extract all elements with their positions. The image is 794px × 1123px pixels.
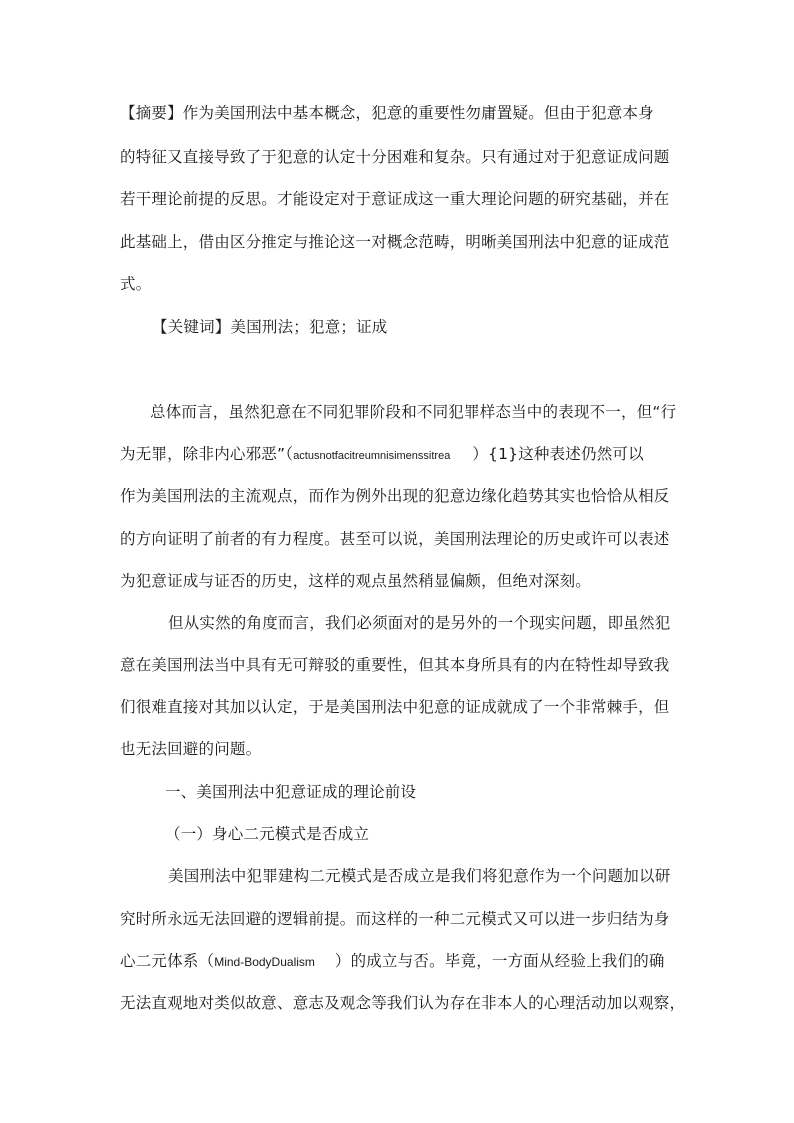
subsection-heading: （一）身心二元模式是否成立: [165, 825, 370, 843]
latin-maxim: actusnotfacitreumnisimenssitrea: [293, 450, 451, 462]
paragraph-1-line-2-pre: 为无罪，除非内心邪恶”（: [120, 445, 294, 463]
paragraph-2-line-3: 们很难直接对其加以认定，于是美国刑法中犯意的证成就成了一个非常棘手，但: [120, 698, 670, 716]
keywords: 【关键词】美国刑法；犯意；证成: [152, 318, 388, 336]
abstract-line-1: 【摘要】作为美国刑法中基本概念，犯意的重要性勿庸置疑。但由于犯意本身: [120, 104, 654, 122]
section-heading: 一、美国刑法中犯意证成的理论前设: [165, 783, 417, 801]
paragraph-1-line-5: 为犯意证成与证否的历史，这样的观点虽然稍显偏颇，但绝对深刻。: [120, 572, 592, 590]
paragraph-3-line-2: 究时所永远无法回避的逻辑前提。而这样的一种二元模式又可以进一步归结为身: [120, 910, 670, 928]
paragraph-1-line-2-post: ）{1}这种表述仍然可以: [472, 445, 644, 463]
abstract-line-2: 的特征又直接导致了于犯意的认定十分困难和复杂。只有通过对于犯意证成问题: [120, 148, 670, 166]
paragraph-3-line-3: [120, 951, 665, 972]
paragraph-2-line-2: 意在美国刑法当中具有无可辩驳的重要性，但其本身所具有的内在特性却导致我: [120, 656, 670, 674]
paragraph-2-line-4: 也无法回避的问题。: [120, 740, 262, 758]
latin-term: Mind-BodyDualism: [214, 955, 315, 969]
paragraph-3-line-3-post: ）的成立与否。毕竟，一方面从经验上我们的确: [334, 952, 665, 970]
paragraph-2-line-1: 但从实然的角度而言，我们必须面对的是另外的一个现实问题，即虽然犯: [168, 614, 671, 632]
paragraph-3-line-4: 无法直观地对类似故意、意志及观念等我们认为存在非本人的心理活动加以观察，: [120, 994, 686, 1012]
paragraph-1-line-3: 作为美国刑法的主流观点，而作为例外出现的犯意边缘化趋势其实也恰恰从相反: [120, 487, 670, 505]
paragraph-1-line-4: 的方向证明了前者的有力程度。甚至可以说，美国刑法理论的历史或许可以表述: [120, 530, 670, 548]
paragraph-1-line-1: 总体而言，虽然犯意在不同犯罪阶段和不同犯罪样态当中的表现不一，但“行: [150, 403, 677, 421]
paragraph-3-line-1: 美国刑法中犯罪建构二元模式是否成立是我们将犯意作为一个问题加以研: [168, 867, 671, 885]
paragraph-1-line-2: [120, 444, 644, 466]
abstract-line-5: 式。: [120, 275, 152, 293]
paragraph-3-line-3-pre: 心二元体系（: [120, 952, 215, 970]
abstract-line-3: 若干理论前提的反思。才能设定对于意证成这一重大理论问题的研究基础，并在: [120, 190, 670, 208]
abstract-line-4: 此基础上，借由区分推定与推论这一对概念范畴，明晰美国刑法中犯意的证成范: [120, 233, 670, 251]
